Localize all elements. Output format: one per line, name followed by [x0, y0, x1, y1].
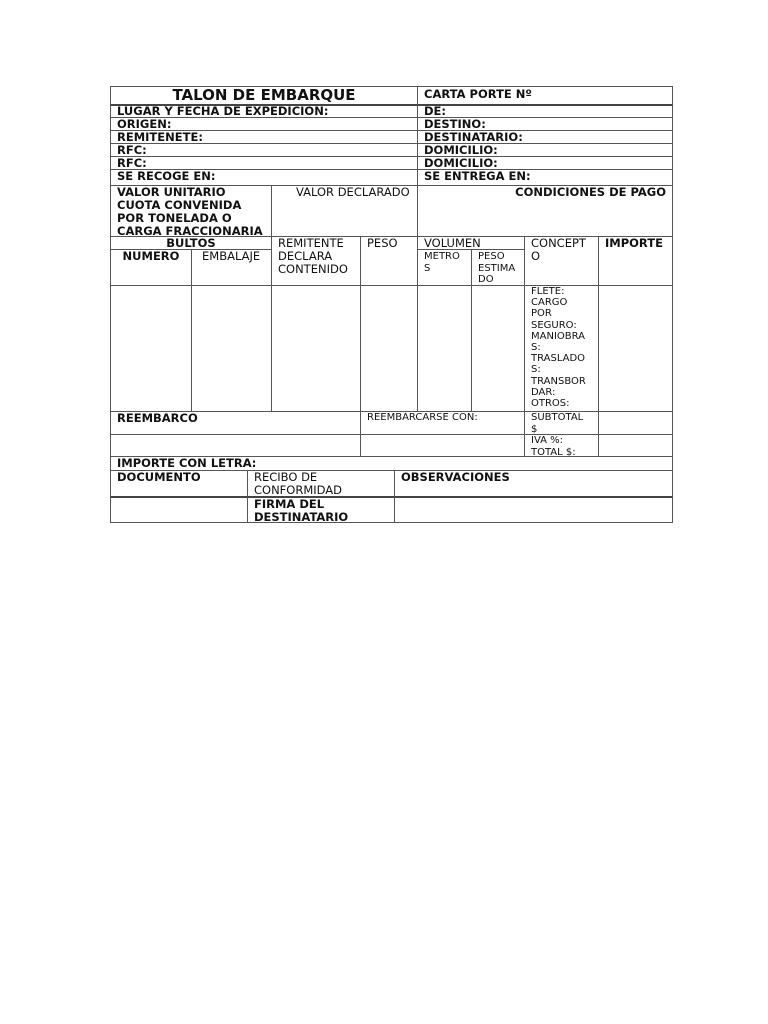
remitente-data-cell[interactable] — [271, 285, 361, 412]
valor-unitario-label: VALOR UNITARIO CUOTA CONVENIDA POR TONELADA O CARGA FRACCIONARIA — [110, 185, 272, 237]
reembarco-blank[interactable] — [110, 434, 361, 457]
metros-header: METRO S — [417, 249, 472, 286]
reembarcarse-label: REEMBARCARSE CON: — [360, 411, 525, 435]
peso-estimado-data-cell[interactable] — [471, 285, 525, 412]
numero-header: NUMERO — [110, 249, 192, 286]
domicilio-field-2[interactable]: DOMICILIO: — [417, 156, 673, 170]
peso-data-cell[interactable] — [360, 285, 418, 412]
domicilio-field-1[interactable]: DOMICILIO: — [417, 143, 673, 157]
documento-blank[interactable] — [110, 496, 248, 523]
destinatario-field[interactable]: DESTINATARIO: — [417, 130, 673, 144]
reembarcarse-blank[interactable] — [360, 434, 525, 457]
lugar-fecha-field[interactable]: LUGAR Y FECHA DE EXPEDICION: — [110, 104, 418, 118]
valor-declarado-label: VALOR DECLARADO — [271, 185, 418, 237]
concepto-header: CONCEPT O — [524, 236, 599, 286]
reembarco-label: REEMBARCO — [110, 411, 361, 435]
peso-estimado-header: PESO ESTIMA DO — [471, 249, 525, 286]
importe-letra-field[interactable]: IMPORTE CON LETRA: — [110, 456, 673, 471]
importe-data-cell[interactable] — [598, 285, 673, 412]
importe-header: IMPORTE — [598, 236, 673, 286]
documento-label: DOCUMENTO — [110, 470, 248, 497]
recibo-conformidad-label: RECIBO DE CONFORMIDAD — [247, 470, 395, 497]
peso-header: PESO — [360, 236, 418, 286]
observaciones-label: OBSERVACIONES — [394, 470, 673, 497]
embalaje-header: EMBALAJE — [191, 249, 272, 286]
subtotal-label: SUBTOTAL $ — [524, 411, 599, 435]
conceptos-list: FLETE: CARGO POR SEGURO: MANIOBRA S: TRASLADO S: TRANSBOR DAR: OTROS: — [524, 285, 599, 412]
condiciones-pago-label: CONDICIONES DE PAGO — [417, 185, 673, 237]
observaciones-blank[interactable] — [394, 496, 673, 523]
firma-destinatario-label: FIRMA DEL DESTINATARIO — [247, 496, 395, 523]
carta-porte-field[interactable]: CARTA PORTE Nº — [417, 86, 673, 105]
total-value[interactable] — [598, 434, 673, 457]
rfc-destinatario-field[interactable]: RFC: — [110, 156, 418, 170]
volumen-header: VOLUMEN — [417, 236, 525, 250]
form-title: TALON DE EMBARQUE — [110, 86, 418, 105]
iva-total-label: IVA %: TOTAL $: — [524, 434, 599, 457]
se-recoge-field[interactable]: SE RECOGE EN: — [110, 169, 418, 186]
destino-field[interactable]: DESTINO: — [417, 117, 673, 131]
metros-data-cell[interactable] — [417, 285, 472, 412]
se-entrega-field[interactable]: SE ENTREGA EN: — [417, 169, 673, 186]
remitente-declara-header: REMITENTE DECLARA CONTENIDO — [271, 236, 361, 286]
embalaje-data-cell[interactable] — [191, 285, 272, 412]
subtotal-value[interactable] — [598, 411, 673, 435]
de-field[interactable]: DE: — [417, 104, 673, 118]
rfc-remitente-field[interactable]: RFC: — [110, 143, 418, 157]
origen-field[interactable]: ORIGEN: — [110, 117, 418, 131]
bultos-header: BULTOS — [110, 236, 272, 250]
numero-data-cell[interactable] — [110, 285, 192, 412]
remitente-field[interactable]: REMITENETE: — [110, 130, 418, 144]
